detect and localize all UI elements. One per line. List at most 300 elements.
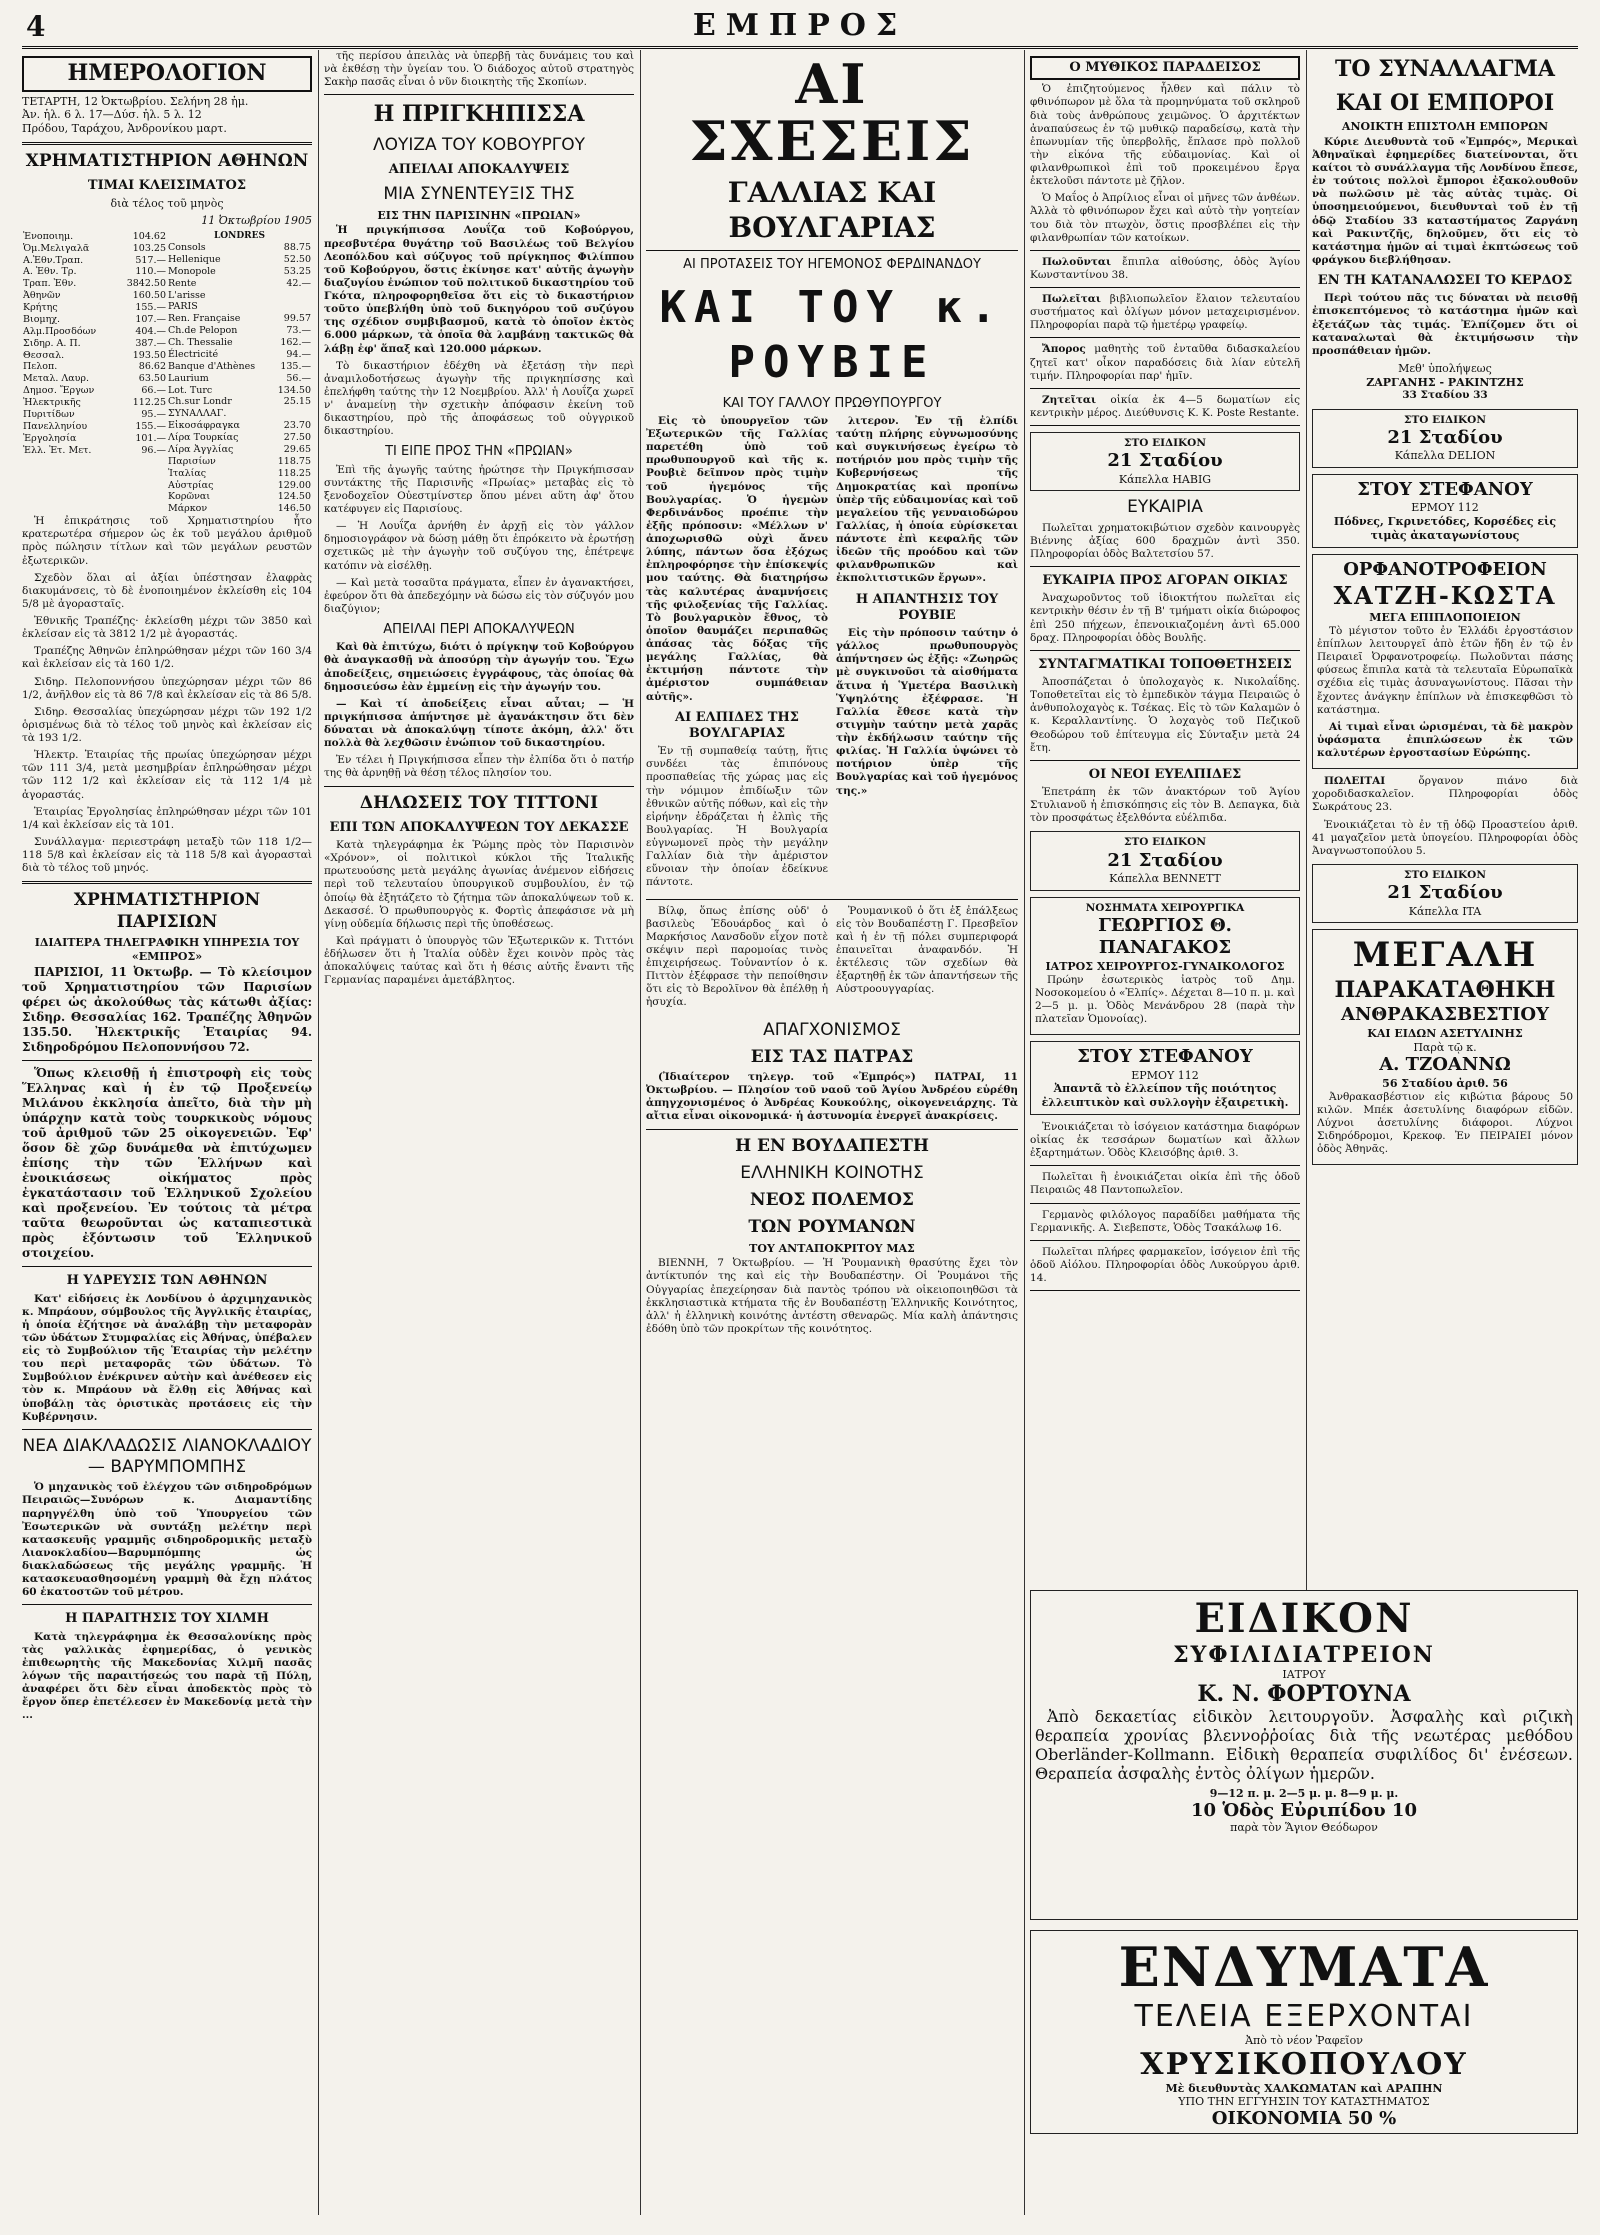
quote-name: Rente xyxy=(168,277,197,289)
classified-title: Πωλεῖται xyxy=(1042,293,1110,305)
depot-text: Ἀνθρακασβέστιον εἰς κιβώτια βάρους 50 κιλῶν. Μπέκ ἀσετυλίνης διαφόρων εἰδῶν. Λύχνοι ἀσετυλίνης διάφοροι. Λύχνοι Σιδηρόδρομοι, Κρεκοφ. Ἐν ΠΕΙΡΑΙΕΙ μόνον ὁδὸς Ἀθηνᾶς. xyxy=(1317,1090,1573,1155)
quote-name: Ἐργολησία xyxy=(23,432,77,444)
bourse-paragraph: Συνάλλαγμα· περιεστράφη μεταξὺ τῶν 118 1/2—118 5/8 καὶ ἐκλείσαν εἰς τὰ 118 5/8 καὶ ἀγορασταὶ διὰ τὸ τέλος τοῦ μηνός. xyxy=(22,835,312,875)
quote-row xyxy=(167,325,312,337)
tittoni-p2: Καὶ πράγματι ὁ ὑπουργὸς τῶν Ἐξωτερικῶν κ. Τιττόνι ἐδήλωσεν ὅτι ἡ Ἰταλία οὐδὲν ἔχει κοινὸν πρὸς τὰς ἀποκαλύψεις ταύτας καὶ ὅτι ἡ θέσις αὐτῆς ἔναντι τῆς Γερμανίας παραμένει ἀμετάβλητος. xyxy=(324,934,634,987)
quote-value: 42.— xyxy=(286,277,311,289)
almanac-line: ΤΕΤΑΡΤΗ, 12 Ὀκτωβρίου. Σελήνη 28 ἡμ. xyxy=(22,94,249,108)
quote-row xyxy=(167,432,312,444)
quote-name: Πελοπ. xyxy=(23,361,58,373)
foreign-quotes-table xyxy=(167,242,312,515)
clothing-guarantee: ΥΠΟ ΤΗΝ ΕΓΓΥΗΣΙΝ ΤΟΥ ΚΑΤΑΣΤΗΜΑΤΟΣ xyxy=(1178,2095,1430,2108)
classified-title: Ζητεῖται xyxy=(1042,393,1111,406)
exchange-signers: ΖΑΡΓΑΝΗΣ - ΡΑΚΙΝΤΖΗΣ xyxy=(1366,375,1524,389)
special-ad-address: 21 Σταδίου xyxy=(1387,426,1503,448)
quote-value: 52.50 xyxy=(283,253,311,265)
quote-row xyxy=(22,373,167,385)
quote-value xyxy=(271,301,312,313)
quote-row xyxy=(22,409,167,421)
column-rule xyxy=(1024,50,1025,2215)
commission-text: Ὅπως κλεισθῇ ἡ ἐπιστροφὴ εἰς τοὺς Ἕλληνας καὶ ἡ ἐν τῷ Προξενείῳ Μιλάνου ἐκκλησία ἀπεῖτο, διὰ τὴν μὴ ὑπάρχην κατὰ τοὺς τουρκικοὺς νόμους τοῦ ἀριθμοῦ τῶν 25 οἰκογενειῶν. Ἐφ' ὅσον δὲ χῶρ δυνάμεθα νὰ ἐπιτύχωμεν ἐπίσης τὴν τῶν Ἑλλήνων καὶ ἐνοικιάσεως οἰκήματος πρὸς ἐγκατάστασιν τοῦ Ἑλληνικοῦ Σχολείου καὶ προξενείου. Ἐν τούτοις τὰ μέτρα ταῦτα θεωροῦνται ὡς καταπιεστικὰ πρὸς ἐξόντωσιν τοῦ Ἑλληνικοῦ στοιχείου. xyxy=(22,1066,312,1261)
quote-value: 160.50 xyxy=(132,290,166,302)
orphanage-subtitle: ΜΕΓΑ ΕΠΙΠΛΟΠΟΙΕΙΟΝ xyxy=(1369,611,1521,625)
quote-row xyxy=(22,385,167,397)
orphanage-text: Τὸ μέγιστον τοῦτο ἐν Ἑλλάδι ἐργοστάσιον ἐπίπλων λειτουργεῖ ἀπὸ ἐτῶν ἤδη ἐν τῷ ἐν Πειραιεῖ Ὀρφανοτροφείῳ. Πωλοῦνται πάσης φύσεως ἔπιπλα κατὰ τὰ τελευταῖα Εὐρωπαϊκὰ σχέδια εἰς τιμὰς ἀσυναγωνίστους. Πᾶσαι τὴν ἔχοντες ἀνάγκην ἐπίπλων νὰ ἐπισκεφθῶσι τὸ κατάστημα. xyxy=(1317,624,1573,716)
quote-value: 404.— xyxy=(135,325,166,337)
exchange-letter: Κύριε Διευθυντὰ τοῦ «Ἐμπρός», Μερικαὶ Ἀθηναϊκαὶ ἐφημερίδες διατείνονται, ὅτι καίτοι τὸ συνάλλαγμα τῆς Λονδίνου ἔπεσε, ἐν τούτοις πολλοὶ ἔμποροι ἐξακολουθοῦν νὰ πωλῶσιν μὲ τὰς αὐτὰς τιμὰς. Οἱ ὑποσημειούμενοι, διευθυνταὶ τοῦ ἐν τῇ ὁδῷ Σταδίου 33 καταστήματος Ζαργάνη καὶ Ρακιντζῆς, δηλοῦμεν, ὅτι εἰς τὸ κατάστημα ἡμῶν αἱ τιμαὶ ἐκπτώσεως τοῦ φράγκου διεβλήθησαν. xyxy=(1312,135,1578,266)
quote-row xyxy=(167,290,312,302)
special-ad-4 xyxy=(1312,864,1578,923)
quote-name: Πυριτίδων xyxy=(23,408,75,420)
reply-title: Η ΑΠΑΝΤΗΣΙΣ ΤΟΥ ΡΟΥΒΙΕ xyxy=(855,591,999,623)
bourse-paragraph: Σχεδὸν ὅλαι αἱ ἀξίαι ὑπέστησαν ἐλαφρὰς διακυμάνσεις, τὸ δὲ ἐνοποιημένον ἐκλείσθη εἰς 104 5/8 μὲ ἀγορασταῖς. xyxy=(22,571,312,610)
quote-name: Α. Ἐθν. Τρ. xyxy=(23,266,77,278)
almanac-title: ΗΜΕΡΟΛΟΓΙΟΝ xyxy=(22,56,312,92)
quote-value: 387.— xyxy=(135,337,166,349)
quote-name: Αλμ.Προσδόων xyxy=(23,325,97,337)
quote-name: Ch.sur Londr xyxy=(168,396,232,408)
relations-bottom-right: Ῥουμανικοῦ ὁ ὅτι ἐξ ἐπάλξεως εἰς τὸν Βουδαπέστῃ Γ. Πρεσβεῖον καὶ ἡ ἐν τῇ πόλει συμπεριφορά ἐπαινεῖται ἀναφανδόν. Ἡ ἐκτέλεσις τῶν σχεδίων θὰ ἐξαρτηθῇ ἐκ τῶν ἀπαντήσεων τῆς Αὐστροουγγαρίας. xyxy=(836,904,1018,996)
bourse-title: ΧΡΗΜΑΤΙΣΤΗΡΙΟΝ ΑΘΗΝΩΝ xyxy=(25,150,309,171)
depot-title-2: ΠΑΡΑΚΑΤΑΘΗΚΗ xyxy=(1334,976,1556,1003)
chiami-title: Η ΠΑΡΑΙΤΗΣΙΣ ΤΟΥ ΧΙΛΜΗ xyxy=(65,1611,269,1627)
quote-value: 118.25 xyxy=(277,467,311,479)
london-label: LONDRES xyxy=(213,230,266,241)
regiment-title: ΣΥΝΤΑΓΜΑΤΙΚΑΙ ΤΟΠΟΘΕΤΗΣΕΙΣ xyxy=(1038,656,1292,672)
quote-row xyxy=(167,242,312,254)
relations-right: λιτερον. Ἐν τῇ ἐλπίδι ταύτῃ πλήρης εὐγνωμοσύνης καὶ συγκινήσεως ἐγείρω τὸ ποτήριόν μου πρὸς τιμὴν τῆς Κυβερνήσεως τῆς Δημοκρατίας καὶ προπίνω ὑπὲρ τῆς εὐδαιμονίας καὶ τοῦ μεγαλείου τῆς γενναιοδώρου Γαλλίας, ἡ ὁποία εὑρίσκεται πάντοτε ἐπὶ κεφαλῆς τῶν ἰδεῶν τῆς προόδου καὶ τῶν φιλανθρωπικῶν καὶ ἐκπολιτιστικῶν ἔργων». xyxy=(836,414,1018,585)
quote-name: Lot. Turc xyxy=(168,384,213,396)
reply-text: Εἰς τὴν πρόποσιν ταύτην ὁ γάλλος πρωθυπουργὸς ἀπήντησεν ὡς ἑξῆς: «Ζωηρῶς μὲ συγκινοῦσι τὰ αἰσθήματα ἅτινα ἡ Ὑμετέρα Βασιλικὴ Ὑψηλότης ἐξέφρασε. Ἡ Γαλλία ἔθεσε κατὰ τὴν στιγμὴν ταύτην μετὰ χαρᾶς τὴν ἐκδήλωσιν ταύτην τῆς φιλίας. Ἡ Γαλλία ὑψώνει τὸ ποτήριον ὑπὲρ τῆς Βουλγαρίας καὶ τοῦ ἡγεμόνος της.» xyxy=(836,627,1018,797)
quote-tables xyxy=(22,231,312,515)
quote-row xyxy=(22,255,167,267)
strike-subtitle: ΕΙΣ ΤΑΣ ΠΑΤΡΑΣ xyxy=(750,1046,914,1067)
special-ad-2 xyxy=(1030,831,1300,890)
quote-row xyxy=(22,445,167,457)
quote-name: L'arisse xyxy=(168,289,206,301)
bourse-paragraph: Ἠλεκτρ. Ἑταιρίας τῆς πρωίας ὑπεχώρησαν μέχρι τῶν 111 3/4, μετὰ μεσημβρίαν ἐπληρώθησαν μέχρι τῶν 112 1/2 καὶ ἐκλείσαν εἰς τὰ 112 1/4 μὲ ἀγοραστάς. xyxy=(22,749,312,801)
quote-name: Ἰταλίας xyxy=(168,467,207,479)
clothing-managers: Μὲ διευθυντὰς ΧΑΛΚΩΜΑΤΑΝ καὶ ΑΡΑΠΗΝ xyxy=(1165,2082,1443,2095)
quote-value: 63.50 xyxy=(138,373,166,385)
stefanou-text: Πόδνες, Γκρινετόδες, Κορσέδες εἰς τιμὰς ἀκαταγωνίστους xyxy=(1333,515,1557,542)
bourse-subtitle2: διὰ τέλος τοῦ μηνὸς xyxy=(110,197,224,211)
special-ad-title: ΣΤΟ ΕΙΔΙΚΟΝ xyxy=(1124,437,1206,449)
quote-name: Α.Ἐθν.Τραπ. xyxy=(23,254,84,266)
clinic-title: ΕΙΔΙΚΟΝ xyxy=(1194,1595,1414,1642)
regiment-text: Ἀποσπάζεται ὁ ὑπολοχαγὸς κ. Νικολαΐδης. Τοποθετεῖται εἰς τὸ ἐμπεδικὸν τάγμα Πειραιῶς ὁ ἀνθυπολοχαγὸς κ. Τσέκας. Εἰς τὸ τῶν Καλαμῶν ὁ κ. Κεραλλαντίνης. Ὁ λοχαγὸς τοῦ Πεζικοῦ Θεοδώρου τοῦ ἐπίτευγμα εἰς Σύνταξιν μετὰ 24 ἔτη. xyxy=(1030,676,1300,754)
quote-value: 29.65 xyxy=(283,443,311,455)
depot-title-3: ΑΝΘΡΑΚΑΣΒΕΣΤΙΟΥ xyxy=(1341,1004,1549,1026)
quote-value: 23.70 xyxy=(283,420,311,432)
quote-name: Ch.de Pelopon xyxy=(168,325,238,337)
quote-value: 94.— xyxy=(286,348,311,360)
quote-row xyxy=(167,301,312,313)
page-number: 4 xyxy=(26,10,46,43)
paris-service: ΙΔΙΑΙΤΕΡΑ ΤΗΛΕΓΡΑΦΙΚΗ ΥΠΗΡΕΣΙΑ ΤΟΥ «ΕΜΠΡΟΣ» xyxy=(34,935,300,963)
quote-name: Βιομηχ. xyxy=(23,313,61,325)
quote-row xyxy=(167,373,312,385)
orphanage-ad xyxy=(1312,554,1578,770)
princess-p5: — Καὶ μετὰ τοσαῦτα πράγματα, εἶπεν ἐν ἀγανακτήσει, ἐφεύρον ὅτι θὰ ἀπεδεχόμην νὰ δώσω εἰς τὸν σύζυγόν μου διαζύγιον; xyxy=(324,576,634,615)
special-ad-subtitle: Κάπελλα BENNETT xyxy=(1109,872,1221,885)
small-ad: Ἐνοικιάζεται τὸ ἰσόγειον κατάστημα διαφόρων οἰκίας ἐκ τεσσάρων δωματίων καὶ ἄλλων ἐξαρτημάτων. Ὁδὸς Κλεισόβης ἀριθ. 3. xyxy=(1030,1120,1300,1160)
quote-value: 99.57 xyxy=(283,313,311,325)
quote-value: 86.62 xyxy=(138,361,166,373)
stefanou-text: Ἀπαντᾶ τὸ ἐλλείπον τῆς ποιότητος ἐλλειπτικὸν καὶ συλλογὴν ἐξαιρετικὴ. xyxy=(1041,1082,1289,1110)
stefanou-address: ΕΡΜΟΥ 112 xyxy=(1411,501,1479,515)
depot-by: Παρὰ τῷ κ. xyxy=(1413,1040,1477,1054)
classified-text: ἔπιπλα αἰθούσης, ὁδὸς Ἁγίου Κωνσταντίνου 38. xyxy=(1030,255,1300,281)
quote-row xyxy=(167,420,312,432)
quote-name: Εἰκοσάφραγκα xyxy=(168,420,240,432)
almanac-line: Πρόδου, Ταράχου, Ἀνδρονίκου μαρτ. xyxy=(22,122,227,135)
quote-value: 193.50 xyxy=(132,349,166,361)
quote-value: 95.— xyxy=(141,408,166,420)
quote-name: Monopole xyxy=(168,265,216,277)
princess-sub-1: ΤΙ ΕΙΠΕ ΠΡΟΣ ΤΗΝ «ΠΡΩΙΑΝ» xyxy=(385,444,573,460)
quote-name: Μεταλ. Λαυρ. xyxy=(23,373,90,385)
special-ad-address: 21 Σταδίου xyxy=(1107,849,1223,871)
princess-p2: Τὸ δικαστήριον ἐδέχθη νὰ ἐξετάσῃ τὴν περὶ ἀναμιλοδοτήσεως ἀγωγὴν τῆς πριγκηπίσσης καὶ ἐπελήφθη ταύτης τὴν 12 Νοεμβρίου. Ἀλλ' ἡ Λουΐζα χωρεῖ ν' ἀναμείνῃ τὴν σχετικὴν ἀπόφασιν ἐκείνη τοῦ δικαστηρίου, πρὸ τῆς ἀποφάσεως τοῦ οὐγγρικοῦ δικαστηρίου. xyxy=(324,359,634,438)
shop-rent-text: Ἐνοικιάζεται τὸ ἐν τῇ ὁδῷ Προαστείου ἀριθ. 41 μαγαζεῖον μετὰ ὑπογείου. Πληροφορίαι ὁδὸς Ἀναγνωστοπούλου 5. xyxy=(1312,818,1578,857)
quote-value: 101.— xyxy=(135,432,166,444)
quote-row xyxy=(22,433,167,445)
relations-body xyxy=(646,415,1018,894)
special-ad-3 xyxy=(1312,409,1578,468)
quote-name: Κρήτης xyxy=(23,302,58,313)
depot-title-4: ΚΑΙ ΕΙΔΩΝ ΑΣΕΤΥΛΙΝΗΣ xyxy=(1367,1026,1523,1040)
stefanou-title: ΣΤΟΥ ΣΤΕΦΑΝΟΥ xyxy=(1077,1046,1253,1068)
classified-ad xyxy=(1030,293,1300,332)
cadets-title: ΟΙ ΝΕΟΙ ΕΥΕΛΠΙΔΕΣ xyxy=(1088,766,1242,782)
tittoni-subtitle: ΕΠΙ ΤΩΝ ΑΠΟΚΑΛΥΨΕΩΝ ΤΟΥ ΔΕΚΑΣΣΕ xyxy=(329,819,629,835)
classified-title: Ἄπορος xyxy=(1042,343,1095,356)
quote-value: 96.— xyxy=(141,444,166,456)
doctor-name: ΓΕΩΡΓΙΟΣ Θ. ΠΑΝΑΓΑΚΟΣ xyxy=(1098,914,1232,959)
athens-quotes-table xyxy=(22,231,167,457)
quote-value: 88.75 xyxy=(283,242,311,253)
quote-value: 134.50 xyxy=(277,384,311,396)
special-ad-title: ΣΤΟ ΕΙΔΙΚΟΝ xyxy=(1404,413,1486,426)
quote-value: 129.00 xyxy=(277,479,311,491)
princess-title-3: ΑΠΕΙΛΑΙ ΑΠΟΚΑΛΥΨΕΙΣ xyxy=(388,162,570,178)
quote-value: 162.— xyxy=(280,337,311,348)
quote-name: ΣΥΝΑΛΛΑΓ. xyxy=(168,408,227,420)
clothing-ad xyxy=(1030,1930,1578,2134)
classified-ad xyxy=(1030,394,1300,420)
special-ad-1 xyxy=(1030,432,1300,491)
small-ad: Γερμανὸς φιλόλογος παραδίδει μαθήματα τῆς Γερμανικῆς. Α. Σιεβεπστε, Ὁδὸς Τσακάλωφ 16. xyxy=(1030,1208,1300,1234)
quote-name: Αὐστρίας xyxy=(168,479,214,491)
paradise-title: Ο ΜΥΘΙΚΟΣ ΠΑΡΑΔΕΙΣΟΣ xyxy=(1030,56,1300,80)
budapest-title-4: ΤΩΝ ΡΟΥΜΑΝΩΝ xyxy=(748,1217,916,1238)
quote-value xyxy=(271,290,312,302)
clinic-doctor-name: Κ. Ν. ΦΟΡΤΟΥΝΑ xyxy=(1197,1681,1411,1707)
paris-bourse-title: ΧΡΗΜΑΤΙΣΤΗΡΙΟΝ ΠΑΡΙΣΙΩΝ xyxy=(73,890,261,932)
exchange-letter-2: Περὶ τούτου πᾶς τις δύναται νὰ πεισθῇ ἐπισκεπτόμενος τὸ κατάστημα ἡμῶν καὶ ἐξετάζων τὰς τιμάς. Ἐλπίζομεν ὅτι οἱ καταναλωταὶ θὰ ἐκτιμήσωσιν τὴν προσπάθειαν ἡμῶν. xyxy=(1312,292,1578,357)
depot-name: Α. ΤΖΟΑΝΝΩ xyxy=(1379,1054,1511,1076)
bourse-paragraph: Ἑταιρίας Ἐργολησίας ἐπληρώθησαν μέχρι τῶν 101 1/4 καὶ ἐκλείσαν εἰς τὰ 101. xyxy=(22,805,312,831)
quote-row xyxy=(22,278,167,290)
quote-name: Κορῶναι xyxy=(168,491,211,503)
masthead xyxy=(22,8,1578,49)
quote-row xyxy=(167,444,312,456)
quote-name: Θεσσαλ. xyxy=(23,349,65,361)
special-ad-title: ΣΤΟ ΕΙΔΙΚΟΝ xyxy=(1404,868,1486,881)
quote-row xyxy=(167,361,312,373)
quote-value: 146.50 xyxy=(277,503,311,515)
princess-title-5: ΕΙΣ ΤΗΝ ΠΑΡΙΣΙΝΗΝ «ΠΡΩΙΑΝ» xyxy=(377,208,581,222)
exchange-title-2: ΚΑΙ ΟΙ ΕΜΠΟΡΟΙ xyxy=(1335,89,1555,116)
budapest-title-2: ΕΛΛΗΝΙΚΗ ΚΟΙΝΟΤΗΣ xyxy=(740,1162,924,1183)
princess-title-2: ΛΟΥΙΖΑ ΤΟΥ ΚΟΒΟΥΡΓΟΥ xyxy=(372,134,586,155)
quote-row xyxy=(167,408,312,420)
stefanou-ad-2 xyxy=(1312,474,1578,548)
quote-row xyxy=(22,338,167,350)
quote-value: 135.— xyxy=(280,360,311,372)
quote-value: 517.— xyxy=(135,254,166,266)
stefanou-address: ΕΡΜΟΥ 112 xyxy=(1131,1068,1199,1082)
quote-row xyxy=(167,313,312,325)
clinic-address: 10 Ὁδὸς Εὐριπίδου 10 xyxy=(1191,1800,1417,1821)
relations-bottom-left: Βίλφ, ὅπως ἐπίσης οὐδ' ὁ βασιλεὺς Ἐδουάρδος καὶ ὁ Μαρκήσιος Λανσδοῦν εἶχον ποτὲ σκέψιν περὶ παρομοίας τινὸς ἐπιχειρήσεως. Τοὐναντίον ὁ κ. Πιττὸν ἐξέφρασε τὴν πεποίθησιν ὅτι εἰς τὸ Βερολῖνον θὰ ἐπέλθῃ ἡ ἡσυχία. xyxy=(646,904,828,1009)
budapest-text: ΒΙΕΝΝΗ, 7 Ὀκτωβρίου. — Ἡ Ῥουμανικὴ θρασύτης ἔχει τὸν ἀντίκτυπόν της καὶ εἰς τὴν Βουδαπέστην. Οἱ Ῥουμάνοι τῆς Οὐγγαρίας ἐπεχείρησαν διὰ παντὸς τρόπου νὰ οἰκειοποιηθῶσι τὰ ἐκκλησιαστικὰ κτήματα τῆς ἐν Βουδαπέστῃ Ἑλληνικῆς Κοινότητος, ἀλλ' ἡ ἑλληνικὴ κοινότης ἀντέστη σθεναρῶς. Μία καλὴ ἀπάντησις ἐδόθη ὑπὸ τῶν προκρίτων τῆς κοινότητος. xyxy=(646,1257,1018,1335)
quote-value: 107.— xyxy=(135,313,166,325)
quote-name: Banque d'Athènes xyxy=(168,360,256,372)
quote-row xyxy=(167,503,312,515)
quote-row xyxy=(22,231,167,243)
quote-value: 110.— xyxy=(135,266,166,278)
doctor-role: ΙΑΤΡΟΣ ΧΕΙΡΟΥΡΓΟΣ-ΓΥΝΑΙΚΟΛΟΓΟΣ xyxy=(1045,959,1285,973)
relations-title-3: ΑΙ ΠΡΟΤΑΣΕΙΣ ΤΟΥ ΗΓΕΜΟΝΟΣ ΦΕΡΔΙΝΑΝΔΟΥ xyxy=(683,257,981,273)
quote-value: 3842.50 xyxy=(126,278,166,290)
quote-row xyxy=(167,385,312,397)
quote-row xyxy=(22,266,167,278)
quote-value: 118.75 xyxy=(277,455,311,467)
quote-name: Τραπ. Ἐθν. xyxy=(23,278,77,290)
quote-value: 103.25 xyxy=(132,242,166,254)
clothing-economy: ΟΙΚΟΝΟΜΙΑ 50 % xyxy=(1211,2108,1397,2129)
column-1 xyxy=(22,50,312,2215)
quote-name: Ren. Française xyxy=(168,313,241,325)
intro-text: τῆς περίσου ἀπειλὰς νὰ ὑπερβῇ τὰς δυνάμεις του καὶ νὰ ἐκθέσῃ τὴν ὑγείαν του. Ὁ διάδοχος αὐτοῦ στρατηγὸς Σακὴρ πασᾶς εἶναι ὁ νῦν διοικητὴς τῆς Σκοπίων. xyxy=(324,50,634,89)
bourse-paragraph: Ἐθνικῆς Τραπέζης· ἐκλείσθη μέχρι τῶν 3850 καὶ ἐκλείσαν εἰς τὰ 3812 1/2 μὲ ἀγοραστάς. xyxy=(22,615,312,641)
column-3 xyxy=(646,50,1018,2215)
quote-row xyxy=(167,480,312,492)
clinic-hours: 9—12 π. μ. 2—5 μ. μ. 8—9 μ. μ. xyxy=(1209,1787,1399,1800)
quote-name: Laurium xyxy=(168,372,209,384)
quote-value: 112.25 xyxy=(132,397,166,408)
bourse-paragraph: Τραπέζης Ἀθηνῶν ἐπληρώθησαν μέχρι τῶν 160 3/4 καὶ ἐκλείσαν εἰς τὰ 160 1/2. xyxy=(22,645,312,671)
quote-name: Ἠλεκτρικῆς xyxy=(23,397,81,408)
princess-p6: Καὶ θὰ ἐπιτύχω, διότι ὁ πρίγκηψ τοῦ Κοβούργου θὰ ἀναγκασθῇ νὰ ἀποσύρῃ τὴν ἀγωγήν του. Ἔχω ἀποδείξεις, σημειώσεις ἐγγράφους, τὰς ὁποίας θὰ δημοσιεύσω ἐὰν ἐμμείνῃ εἰς τὴν ἀγωγήν του. xyxy=(324,641,634,693)
columns xyxy=(22,50,1578,2215)
classified-text: οἰκία ἐκ 4—5 δωματίων εἰς κεντρικὴν μέρος. Διεύθυνσις Κ. Κ. Poste Restante. xyxy=(1030,393,1300,419)
quote-row xyxy=(22,243,167,255)
quote-value: 104.62 xyxy=(132,230,166,242)
almanac-line: Ἀν. ἡλ. 6 λ. 17—Δύσ. ἡλ. 5 λ. 12 xyxy=(22,108,202,122)
small-ad: Πωλεῖται πλήρες φαρμακεῖον, ἰσόγειον ἐπὶ τῆς ὁδοῦ Αἰόλου. Πληροφορίαι ὁδὸς Λυκούργου ἀριθ. 14. xyxy=(1030,1245,1300,1284)
clothing-shop-name: ΧΡΥΣΙΚΟΠΟΥΛΟΥ xyxy=(1140,2047,1468,2082)
quote-name: Πανελληνίου xyxy=(23,420,88,432)
classified-text: μαθητὴς τοῦ ἐνταῦθα διδασκαλείου ζητεῖ κατ' οἶκον παραδόσεις διὰ λίαν εὐτελῆ τιμήν. Πληροφορίαι παρ' ἡμῖν. xyxy=(1030,343,1300,382)
quote-row xyxy=(167,254,312,266)
quote-row xyxy=(167,468,312,480)
column-rule xyxy=(640,50,641,2215)
clothing-title: ΕΝΔΥΜΑΤΑ xyxy=(1118,1935,1490,1999)
quote-row xyxy=(167,266,312,278)
exchange-title-3: ΑΝΟΙΚΤΗ ΕΠΙΣΤΟΛΗ ΕΜΠΟΡΩΝ xyxy=(1341,120,1549,133)
orphanage-text-2: Αἱ τιμαὶ εἶναι ὡρισμέναι, τὰ δὲ μακρὸν ὑφάσματα ἐπιπλώσεων ἐκ τῶν καλυτέρων ἐργοστασίων Εὐρώπης. xyxy=(1317,720,1573,759)
special-ad-subtitle: Κάπελλα ITA xyxy=(1408,904,1482,918)
quote-name: Σιδηρ. Α. Π. xyxy=(23,337,81,349)
classified-title: Πωλοῦνται xyxy=(1042,255,1123,268)
clinic-ad xyxy=(1030,1590,1578,1920)
quote-value: 73.— xyxy=(286,325,311,337)
clinic-text: Ἀπὸ δεκαετίας εἰδικὸν λειτουργοῦν. Ἀσφαλὴς καὶ ριζικὴ θεραπεία χρονίας βλεννοῤῥοίας διὰ τῆς νεωτέρας μεθόδου Oberländer-Kollmann. Εἰδικὴ θεραπεία συφιλίδος δι' ἐνέσεων. Θεραπεία ἀσφαλὴς ἐντὸς ὀλίγων ἡμερῶν. xyxy=(1035,1707,1573,1783)
paris-report: ΠΑΡΙΣΙΟΙ, 11 Ὀκτωβρ. — Τὸ κλείσιμον τοῦ Χρηματιστηρίου τῶν Παρισίων φέρει ὡς ἀκολούθως τὰς κάτωθι ἀξίας: Σιδηρ. Θεσσαλίας 162. Τραπέζης Ἀθηνῶν 135.50. Ἠλεκτρικῆς Ἑταιρίας 94. Σιδηροδρόμου Πελοποννήσου 72. xyxy=(22,965,312,1055)
quote-row xyxy=(22,421,167,433)
clinic-role: ΙΑΤΡΟΥ xyxy=(1282,1668,1326,1681)
quote-row xyxy=(22,350,167,362)
princess-title-4: ΜΙΑ ΣΥΝΕΝΤΕΥΞΙΣ ΤΗΣ xyxy=(383,184,575,205)
relations-title-2: ΓΑΛΛΙΑΣ ΚΑΙ ΒΟΥΛΓΑΡΙΑΣ xyxy=(727,176,937,245)
budapest-subtitle: ΤΟΥ ΑΝΤΑΠΟΚΡΙΤΟΥ ΜΑΣ xyxy=(749,1241,915,1255)
orphanage-title: ΟΡΦΑΝΟΤΡΟΦΕΙΟΝ xyxy=(1343,558,1547,580)
princess-p3: Ἐπὶ τῆς ἀγωγῆς ταύτης ἠρώτησε τὴν Πριγκήπισσαν συντάκτης τῆς Παρισινῆς «Πρωίας» μεταβὰς εἰς τὸ ξενοδοχεῖον Οὐεστμίνστερ ὅπου μένει αὕτη ἀφ' ὅτου κατέφυγεν εἰς Παρισίους. xyxy=(324,463,634,515)
bourse-paragraph: Ἡ ἐπικράτησις τοῦ Χρηματιστηρίου ἦτο κρατερωτέρα σήμερον ὡς ἐκ τοῦ μεγάλου ἀριθμοῦ πρὸς πώλησιν τίτλων καὶ τῶν μεγάλων ρευστῶν ἐξωτερικῶν. xyxy=(22,515,312,567)
bourse-subtitle: ΤΙΜΑΙ ΚΛΕΙΣΙΜΑΤΟΣ xyxy=(87,178,247,193)
clinic-near: παρὰ τὸν Ἅγιον Θεόδωρον xyxy=(1230,1821,1378,1834)
relations-bottom xyxy=(646,905,1018,1014)
special-ad-subtitle: Κάπελλα HABIG xyxy=(1118,472,1212,486)
quote-row xyxy=(167,349,312,361)
princess-p4: — Ἡ Λουΐζα ἀρνήθη ἐν ἀρχῇ εἰς τὸν γάλλον δημοσιογράφον νὰ δώσῃ μάθῃ ὅτι ἐπρόκειτο νὰ ἐρωτήσῃ σχετικῶς μὲ τὴν ἀγωγὴν τοῦ συζύγου της, ἐπέτρεψε κατόπιν νὰ εἰσέλθῃ. xyxy=(324,520,634,572)
quote-row xyxy=(22,326,167,338)
princess-p7: — Καὶ τί ἀποδείξεις εἶναι αὗται; — Ἡ πριγκήπισσα ἀπήντησε μὲ ἀγανάκτησιν ὅτι δὲν δύναται νὰ ἀποκαλύψῃ τίποτε ἀκόμη, ἀλλ' ὅτι πολλὰ θὰ λεχθῶσιν ἐνώπιον τοῦ δικαστηρίου. xyxy=(324,697,634,750)
quote-row xyxy=(167,491,312,503)
drainage-text: Ὁ μηχανικὸς τοῦ ἐλέγχου τῶν σιδηροδρόμων Πειραιῶς—Συνόρων κ. Διαμαντίδης παρηγγέλθη ὑπὸ τοῦ Ὑπουργείου τῶν Ἐσωτερικῶν νὰ συντάξῃ μελέτην περὶ κατασκευῆς γραμμῆς σιδηροδρομικῆς μεταξὺ Λιανοκλαδίου—Βαρυμπόμπης ὡς διακλαδώσεως τῆς μεγάλης γραμμῆς. Ἡ κατασκευασθησομένη γραμμὴ θὰ ἔχῃ πλάτος 60 ἑκατοστῶν τοῦ μέτρου. xyxy=(22,1481,312,1599)
bourse-paragraph: Σιδηρ. Πελοποννήσου ὑπεχώρησαν μέχρι τῶν 86 1/2, ἀνῆλθον εἰς τὰ 86 7/8 καὶ ἐκλείσαν εἰς τὰ 86 5/8. xyxy=(22,675,312,701)
quote-name: Μάρκον xyxy=(168,503,208,515)
classified-ad xyxy=(1030,256,1300,282)
quote-name: Λίρα Τουρκίας xyxy=(168,432,239,443)
quote-value: 53.25 xyxy=(283,265,311,277)
opportunity-text: Πωλεῖται χρηματοκιβώτιον σχεδὸν καινουργὲς Βιέννης ἀξίας 600 δραχμῶν ἀντὶ 350. Πληροφορίαι ὁδὸς Βαλτετσίου 57. xyxy=(1030,521,1300,560)
quote-value: 56.— xyxy=(286,372,311,384)
stefanou-ad xyxy=(1030,1041,1300,1115)
quote-value: 155.— xyxy=(135,420,166,432)
princess-sub-2: ΑΠΕΙΛΑΙ ΠΕΡΙ ΑΠΟΚΑΛΥΨΕΩΝ xyxy=(383,622,575,637)
princess-title: Η ΠΡΙΓΚΗΠΙΣΣΑ xyxy=(373,101,585,128)
relations-title: ΑΙ ΣΧΕΣΕΙΣ xyxy=(689,52,975,173)
drainage-title: ΝΕΑ ΔΙΑΚΛΑΔΩΣΙΣ ΛΙΑΝΟΚΛΑΔΙΟΥ — ΒΑΡΥΜΠΟΜΠΗΣ xyxy=(22,1435,312,1477)
exchange-title: ΤΟ ΣΥΝΑΛΛΑΓΜΑ xyxy=(1335,56,1555,82)
quote-name: Consols xyxy=(168,242,206,253)
quote-row xyxy=(167,456,312,468)
quote-name: Ἀθηνῶν xyxy=(23,290,61,302)
budapest-title: Η ΕΝ ΒΟΥΔΑΠΕΣΤΗ xyxy=(735,1135,929,1156)
quote-name: Δημοσ. Ἔργων xyxy=(23,385,95,397)
princess-p1: Ἡ πριγκήπισσα Λουΐζα τοῦ Κοβούργου, πρεσβυτέρα θυγάτηρ τοῦ Βασιλέως τοῦ Βελγίου Λεοπόλδου καὶ σύζυγος τοῦ πρίγκηπος Φιλίππου τοῦ Κοβούργου, ὅστις ἐκίνησε κατ' αὐτῆς ἀγωγὴν διαζυγίου ἐνώπιον τοῦ πολιτικοῦ δικαστηρίου τοῦ Γκότα, πληροφορηθεῖσα ὅτι εἰς τὸ δικαστήριον τοῦτο ὑπεβλήθη ὑπὸ τοῦ δικηγόρου τοῦ συζύγου της σχέδιον συμβιβασμοῦ, κατὰ τὸ ὁποῖον ἐκτὸς 6.000 μάρκων, τὰ ὁποῖα θὰ λαμβάνῃ τακτικῶς θὰ λάβῃ ἐφ' ἅπαξ καὶ 120.000 μάρκων. xyxy=(324,224,634,355)
quote-row xyxy=(167,278,312,290)
rent-ads xyxy=(1030,1121,1300,1291)
stefanou-title: ΣΤΟΥ ΣΤΕΦΑΝΟΥ xyxy=(1357,478,1533,500)
quote-name: Électricité xyxy=(168,348,219,360)
piano-title: ΠΩΛΕΙΤΑΙ xyxy=(1324,775,1386,788)
piano-text: ὄργανον πιάνο διὰ χοροδιδασκαλεῖον. Πληροφορίαι ὁδὸς Σωκράτους 23. xyxy=(1312,775,1578,814)
quote-row xyxy=(22,302,167,314)
special-ad-address: 21 Σταδίου xyxy=(1107,450,1223,472)
clothing-subtitle: ΤΕΛΕΙΑ ΕΞΕΡΧΟΝΤΑΙ xyxy=(1134,1999,1474,2034)
clothing-from: Ἀπὸ τὸ νέον Ῥαφεῖον xyxy=(1245,2034,1363,2047)
relations-title-4: ΚΑΙ ΤΟΥ κ. ΡΟΥΒΙΕ xyxy=(659,281,1005,388)
cadets-text: Ἐπετράπη ἐκ τῶν ἀνακτόρων τοῦ Ἁγίου Στυλιανοῦ ἡ ἐπισκόπησις εἰς τὸν Β. Δεπαγκα, διὰ τὸν προσφάτως ἐξελθόντα εὐέλπιδα. xyxy=(1030,786,1300,825)
special-ad-subtitle: Κάπελλα DELION xyxy=(1394,449,1496,463)
quote-value: 25.15 xyxy=(283,396,311,408)
column-2 xyxy=(324,50,634,2215)
special-ad-title: ΣΤΟ ΕΙΔΙΚΟΝ xyxy=(1124,836,1206,849)
column-rule xyxy=(318,50,319,2215)
special-ad-address: 21 Σταδίου xyxy=(1387,882,1503,903)
waters-text: Κατ' εἰδήσεις ἐκ Λονδίνου ὁ ἀρχιμηχανικὸς κ. Μπράουν, σύμβουλος τῆς Ἀγγλικῆς ἑταιρίας, ἡ ὁποία ἐζήτησε νὰ ἀναλάβῃ τὴν μεταφορὰν τῶν ὑδάτων Στυμφαλίας εἰς Ἀθήνας, ὑπέβαλεν εἰς τὸ Συμβούλιον τῆς Ἑταιρίας τὴν μελέτην του περὶ μεταφορᾶς τῶν ὑδάτων. Τὸ Συμβούλιον ἐνέκρινεν αὐτὴν καὶ ἀνέθεσεν εἰς τὸν κ. Μπράουν νὰ ἔλθῃ εἰς Ἀθήνας καὶ ὑποβάλῃ τὰς ὁριστικὰς προτάσεις εἰς τὴν Κυβέρνησιν. xyxy=(22,1292,312,1423)
relations-title-5: ΚΑΙ ΤΟΥ ΓΑΛΛΟΥ ΠΡΩΘΥΠΟΥΡΓΟΥ xyxy=(722,395,942,411)
exchange-sign: Μεθ' ὑπολήψεως xyxy=(1398,361,1492,375)
bourse-report xyxy=(22,515,312,875)
quote-row xyxy=(22,361,167,373)
quote-row xyxy=(167,396,312,408)
bottom-ads xyxy=(1030,1590,1578,2215)
classified-ad xyxy=(1030,343,1300,382)
quote-name: Ὁμ.Μελιγαλᾶ xyxy=(23,242,90,254)
strike-text: (Ἰδιαίτερον τηλεγρ. τοῦ «Ἐμπρός») ΠΑΤΡΑΙ, 11 Ὀκτωβρίου. — Πλησίον τοῦ ναοῦ τοῦ Ἁγίου Ἀνδρέου εὑρέθη ἀπηγχονισμένος ὁ Ἀνδρέας Κουκούλης, οἰκογενειάρχης. Τὰ αἴτια εἶναι οἰκονομικά· ἡ ἀστυνομία ἐνεργεῖ ἀνακρίσεις. xyxy=(646,1071,1018,1123)
paradise-text-1: Ὁ ἐπιζητούμενος ἦλθεν καὶ πάλιν τὸ φθινόπωρον μὲ ὅλα τὰ προμηνύματα τοῦ σκληροῦ διὰ τοὺς ἀνθρώπους χειμῶνος. Ὁ ἀρχιτέκτων ἀναπαύσεως ἐν τῷ μυθικῷ παραδείσῳ, κατὰ τὴν ἐπωνυμίαν τῆς ὑπερβολῆς, ἔπλασε πρὸ πολλοῦ τὴν εἰκόνα τῆς εὐδαιμονίας. Καὶ οἱ φιλανθρωπικοὶ ἐπὶ τοῦ προκειμένου ἔργα ἐκτελοῦσι πάντοτε μὲ ζῆλον. xyxy=(1030,83,1300,188)
classifieds xyxy=(1030,256,1300,426)
quote-row xyxy=(22,290,167,302)
quote-value: 155.— xyxy=(135,302,166,313)
doctor-text: Πρώην ἐσωτερικὸς ἰατρὸς τοῦ Δημ. Νοσοκομείου ὁ «Ἐλπίς». Δέχεται 8—10 π. μ. καὶ 2—5 μ. μ. Ὁδὸς Μενάνδρου 28 (παρὰ τὴν πλατεῖαν Ὁμονοίας). xyxy=(1035,973,1295,1025)
classified-text: βιβλιοπωλεῖον ἔλαιον τελευταίου συστήματος καὶ ὀλίγων μόνον μεταχειρισμένον. Πληροφορίαι παρὰ τῷ ἡμετέρῳ γραφείῳ. xyxy=(1030,293,1300,332)
tittoni-title: ΔΗΛΩΣΕΙΣ ΤΟΥ ΤΙΤΤΟΝΙ xyxy=(359,792,599,813)
quote-name: Ἑλλ. Ἐτ. Μετ. xyxy=(23,444,92,456)
strike-title: ΑΠΑΓΧΟΝΙΣΜΟΣ xyxy=(763,1019,901,1040)
opportunity-title: ΕΥΚΑΙΡΙΑ xyxy=(1127,497,1203,518)
newspaper-title: ΕΜΠΡΟΣ xyxy=(692,8,908,43)
depot-title: ΜΕΓΑΛΗ xyxy=(1352,935,1538,976)
princess-p8: Ἐν τέλει ἡ Πριγκήπισσα εἶπεν τὴν ἐλπίδα ὅτι ὁ πατήρ της θὰ ἀρνηθῇ νὰ θέσῃ τέλος πλησίον του. xyxy=(324,754,634,780)
quote-name: Λίρα Ἀγγλίας xyxy=(168,443,234,455)
doctor-ad-title: ΝΟΣΗΜΑΤΑ ΧΕΙΡΟΥΡΓΙΚΑ xyxy=(1085,901,1245,914)
quote-value xyxy=(271,408,312,420)
lower-section xyxy=(646,1014,1018,1341)
house-sale-text: Ἀναχωροῦντος τοῦ ἰδιοκτήτου πωλεῖται εἰς κεντρικὴν θέσιν ἐν τῇ Β' τμήματι οἰκία διώροφος ἐπὶ 250 πήχεων, ἐπενοικιαζομένη ἀντὶ 65.000 δραχ. Πληροφορίαι ὁδὸς Βουλῆς. xyxy=(1030,592,1300,644)
orphanage-name: ΧΑΤΖΗ-ΚΩΣΤΑ xyxy=(1333,581,1557,611)
budapest-title-3: ΝΕΟΣ ΠΟΛΕΜΟΣ xyxy=(750,1190,914,1210)
clinic-title-2: ΣΥΦΙΛΙΔΙΑΤΡΕΙΟΝ xyxy=(1173,1642,1435,1668)
exchange-address: 33 Σταδίου 33 xyxy=(1402,389,1488,402)
bourse-date: 11 Ὀκτωβρίου 1905 xyxy=(201,214,312,227)
quote-row xyxy=(22,314,167,326)
relations-left: Εἰς τὸ ὑπουργεῖον τῶν Ἐξωτερικῶν τῆς Γαλλίας παρετέθη ὑπὸ τοῦ πρωθυπουργοῦ καὶ τῆς κ. Ρουβιὲ δεῖπνον πρὸς τιμὴν τοῦ ἡγεμόνος τῆς Βουλγαρίας. Ὁ ἡγεμὼν Φερδινάνδος προέπιε τὴν ἑξῆς πρόποσιν: «Μέλλων ν' ἀποχωρισθῶ οὐχὶ ἄνευ λύπης, πάντων ὅσα ἐξόχως ἐπληροφόρησε τὴν ἐπίσκεψίς μου ταύτης. Θὰ διατηρήσω τὰς καλυτέρας ἀναμνήσεις τῆς φιλοξενίας τῆς Γαλλίας. Τὸ βουλγαρικὸν ἔθνος, τὸ ὁποῖον θαυμάζει περιπαθῶς ἀπάσας τὰς δόξας τῆς μεγάλης Γαλλίας, θὰ ἐκτιμήσῃ πάντοτε τὴν ἀμέριστον συμπάθειαν αὐτῆς». xyxy=(646,414,828,703)
quote-row xyxy=(22,397,167,409)
quote-value: 27.50 xyxy=(283,432,311,443)
quote-value: 66.— xyxy=(141,385,166,397)
quote-row xyxy=(167,337,312,349)
tittoni-p1: Κατὰ τηλεγράφημα ἐκ Ῥώμης πρὸς τὸν Παρισινὸν «Χρόνον», οἱ πολιτικοὶ κύκλοι τῆς Ἰταλικῆς πρωτευούσης μετὰ μεγάλης ἀγωνίας ἀνέμενον εἰδήσεις περὶ τοῦ τελευταίου ὑπουργικοῦ συμβουλίου, ἐν τῷ ὁποίῳ θὰ ἐξητάζετο τὸ ζήτημα τῶν ἀποκαλύψεων τοῦ κ. Δεκασσέ. Ὁ πρωθυπουργὸς κ. Φορτὶς ἀπεφάσισε νὰ μὴ γίνῃ οὐδεμία δήλωσις περὶ τῆς ὑποθέσεως. xyxy=(324,839,634,930)
chiami-text: Κατὰ τηλεγράφημα ἐκ Θεσσαλονίκης πρὸς τὰς γαλλικὰς ἐφημερίδας, ὁ γενικὸς ἐπιθεωρητὴς τῆς Μακεδονίας Χιλμῆ πασᾶς λόγων τῆς παραιτήσεώς του παρὰ τῇ Πύλῃ, ἀναφέρει ὅτι δὲν εἶναι ἀποδεκτὸς πρὸς τὸ ἔργον ὅπερ ἐπετέλεσεν ἐν Μακεδονίᾳ μετὰ τὴν ... xyxy=(22,1630,312,1722)
quote-name: Hellenique xyxy=(168,253,221,265)
